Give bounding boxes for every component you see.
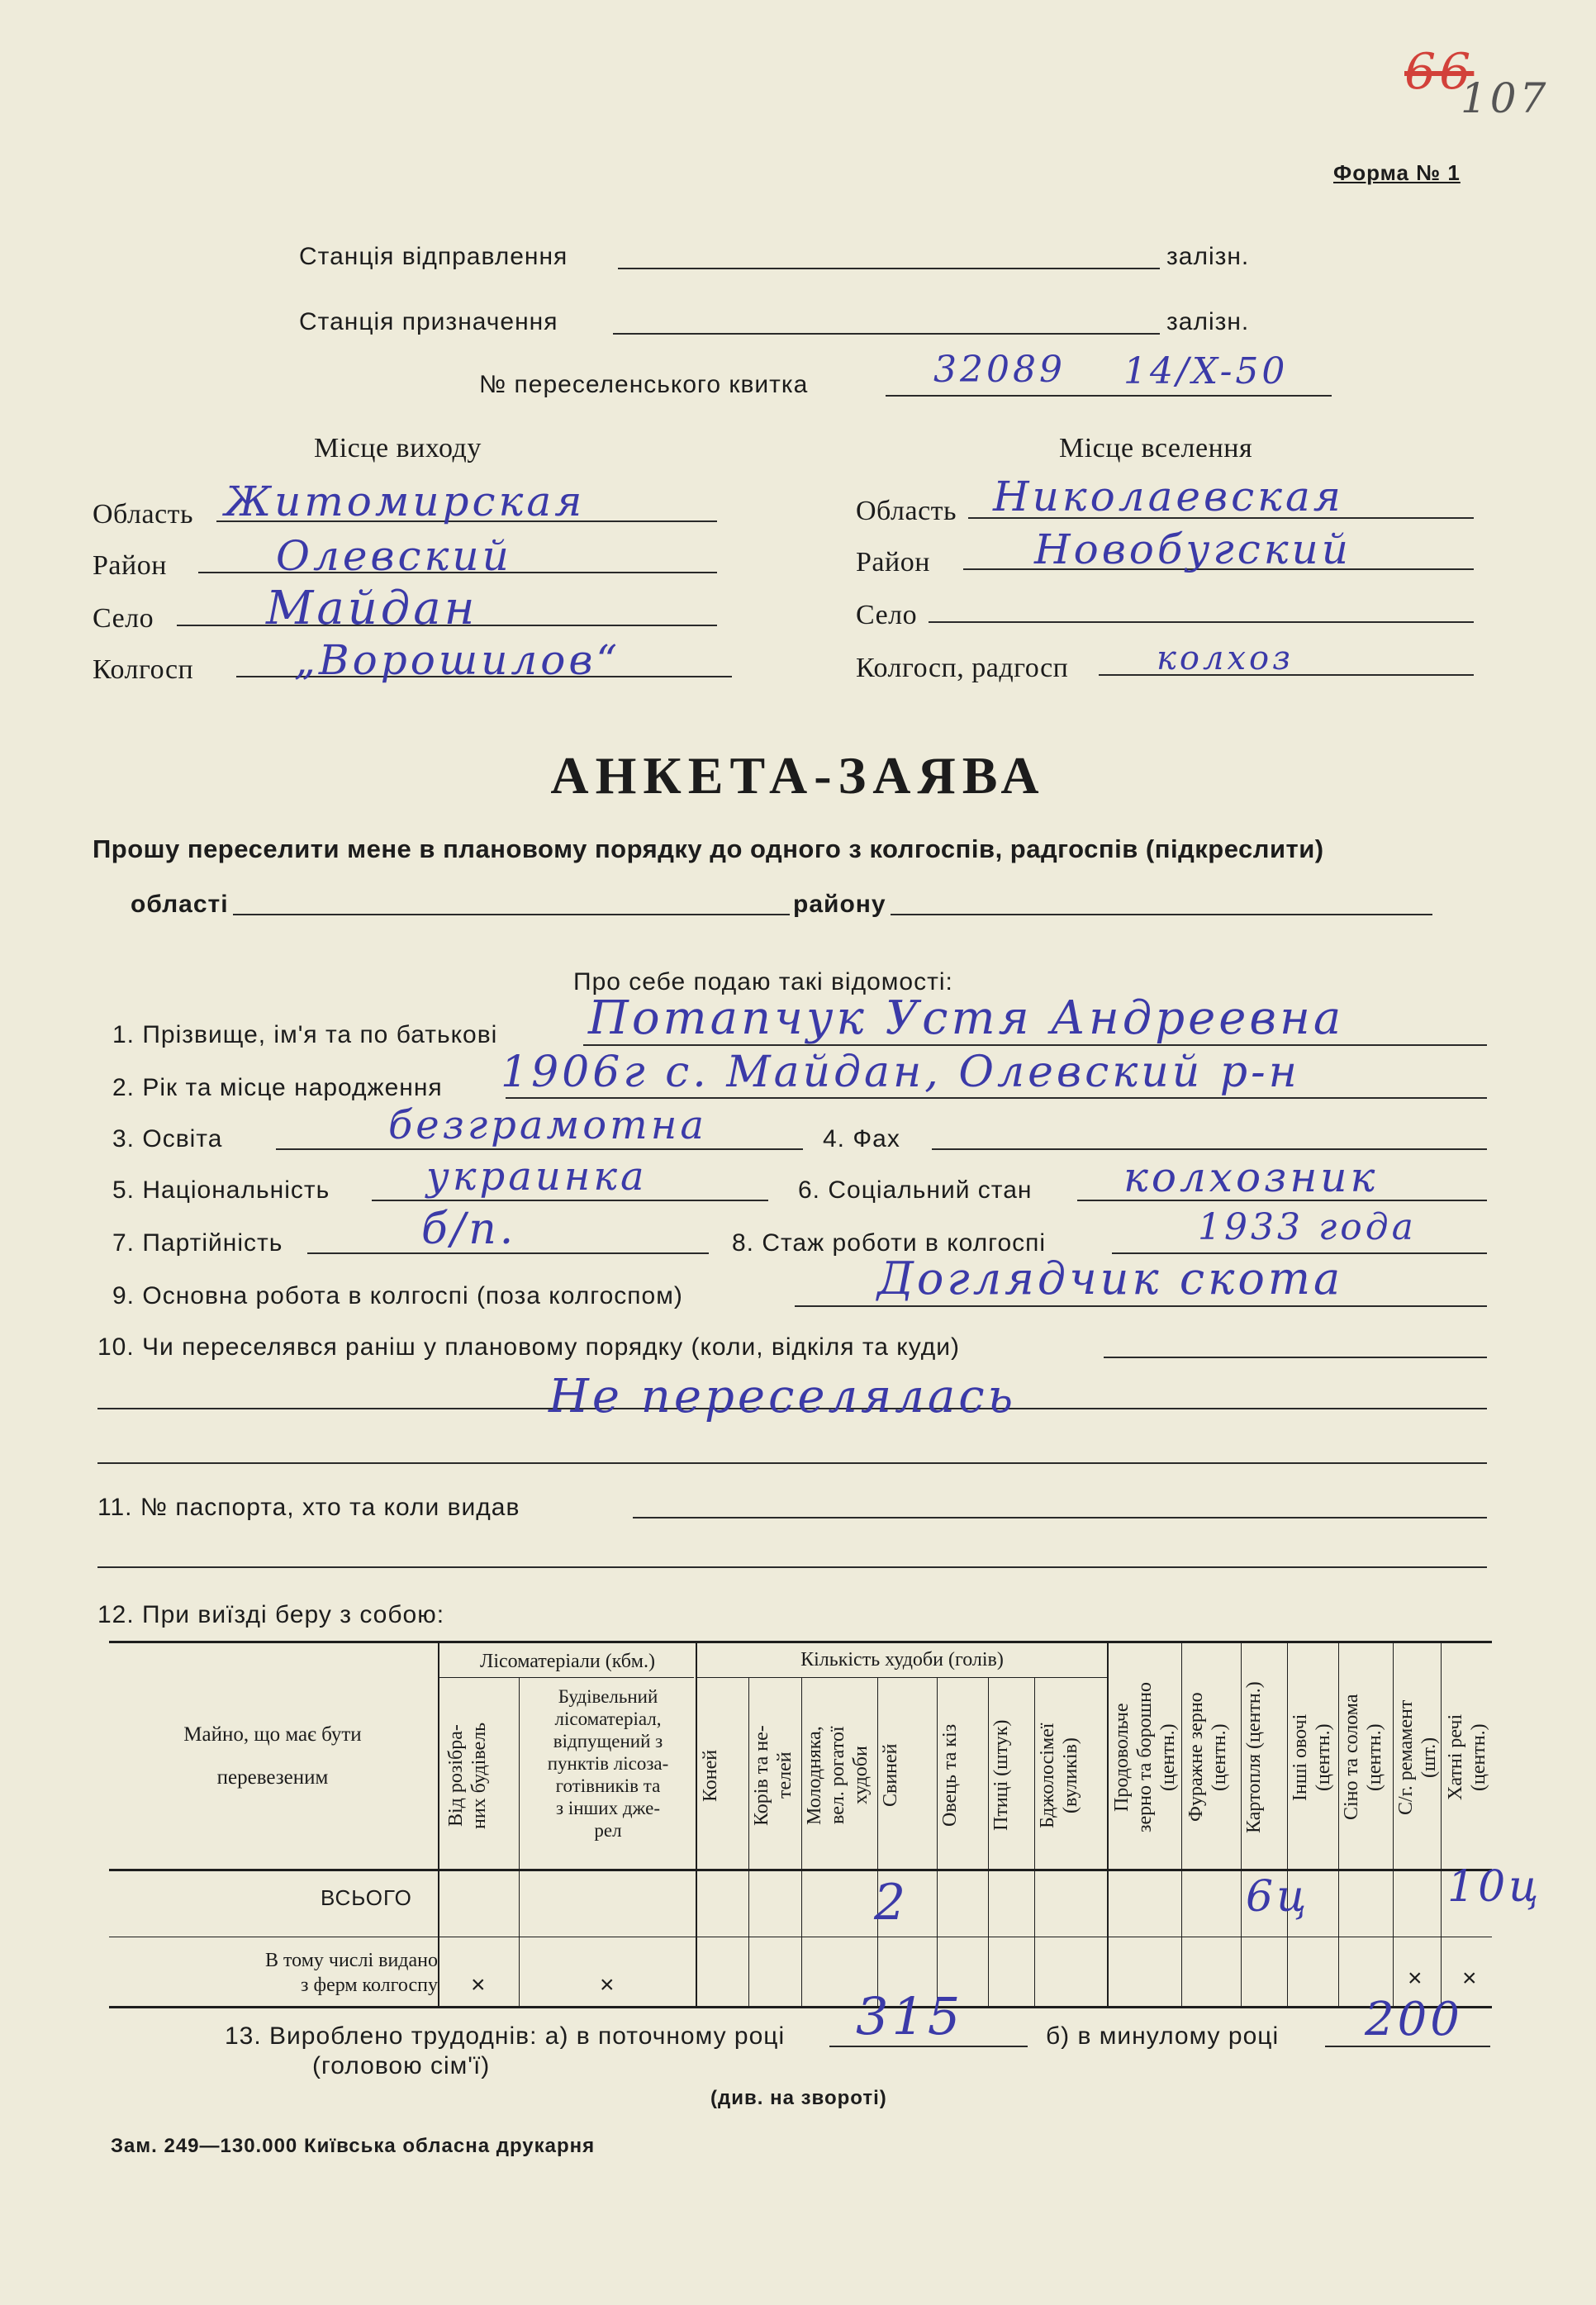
total-pigs: 2 <box>874 1874 910 1932</box>
destination-oblast-label: Область <box>856 496 957 526</box>
q9-label: 9. Основна робота в колгоспі (поза колгоспом) <box>112 1282 683 1309</box>
destination-raion-label: Район <box>856 547 930 577</box>
q10-answer: Не переселялась <box>549 1370 1017 1423</box>
q2-label: 2. Рік та місце народження <box>112 1074 443 1101</box>
folio-number: 107 <box>1461 74 1550 122</box>
origin-oblast-label: Область <box>93 499 194 530</box>
q13-prev-label: б) в минулому році <box>1046 2022 1280 2050</box>
oblasti-label: області <box>131 891 229 918</box>
cross-agri-inventory: × <box>1408 1965 1423 1992</box>
destination-kolhosp-label: Колгосп, радгосп <box>856 653 1069 683</box>
q12-label: 12. При виїзді беру з собою: <box>97 1601 445 1628</box>
form-number: Форма № 1 <box>1333 160 1461 185</box>
origin-heading: Місце виходу <box>314 433 482 463</box>
printer-imprint: Зам. 249—130.000 Київська обласна друкарня <box>111 2135 596 2157</box>
q3-answer: безграмотна <box>388 1102 707 1148</box>
request-line: Прошу переселити мене в плановому порядку до одного з колгоспів, радгоспів (підкреслити) <box>93 834 1324 863</box>
col-dismantled: Від розібра- них будівель <box>445 1722 490 1829</box>
origin-selo-value: Майдан <box>266 582 478 635</box>
col-building-timber: Будівельний лісоматеріал, відпущений з пунктів лісоза- готівників та з інших дже- рел <box>547 1686 669 1841</box>
origin-kolhosp-label: Колгосп <box>93 654 194 685</box>
q8-answer: 1933 года <box>1198 1206 1417 1248</box>
destination-raion-value: Новобугский <box>1034 525 1351 573</box>
col-hay: Сіно та солома (центн.) <box>1341 1694 1385 1821</box>
q6-answer: колхозник <box>1123 1153 1379 1201</box>
q10-label: 10. Чи переселявся раніш у плановому порядку (коли, відкіля та куди) <box>97 1333 961 1361</box>
form-title: АНКЕТА-ЗАЯВА <box>550 746 1046 805</box>
col-cows: Корів та не- телей <box>751 1725 796 1826</box>
origin-oblast-value: Житомирская <box>225 478 586 525</box>
intro-line: Про себе подаю такі відомості: <box>573 968 953 996</box>
origin-raion-label: Район <box>93 550 167 581</box>
total-household: 10ц <box>1447 1862 1542 1912</box>
q1-label: 1. Прізвище, ім'я та по батькові <box>112 1021 498 1048</box>
col-fodder: Фуражне зерно (центн.) <box>1185 1692 1230 1823</box>
destination-railway-label: залізн. <box>1166 308 1250 335</box>
q7-label: 7. Партійність <box>112 1229 283 1257</box>
row-total-label: ВСЬОГО <box>321 1885 412 1910</box>
q3-label: 3. Освіта <box>112 1125 223 1152</box>
col-bees: Бджолосімеї (вуликів) <box>1037 1723 1081 1828</box>
col-grain: Продовольче зерно та борошно (центн.) <box>1111 1682 1179 1832</box>
q13-label: 13. Вироблено трудоднів: а) в поточному році <box>225 2022 786 2050</box>
col-agri-inventory: С/г. ремамент (шт.) <box>1395 1699 1440 1815</box>
q9-answer: Доглядчик скота <box>877 1252 1344 1305</box>
timber-group-header: Лісоматеріали (кбм.) <box>480 1651 655 1672</box>
destination-selo-label: Село <box>856 600 918 630</box>
col-birds: Птиці (штук) <box>990 1719 1012 1832</box>
q1-answer: Потапчук Устя Андреевна <box>588 991 1345 1045</box>
q13-prev-value: 200 <box>1365 1993 1463 2046</box>
destination-oblast-value: Николаевская <box>993 473 1344 520</box>
col-horses: Коней <box>700 1749 721 1802</box>
origin-kolhosp-value: „Ворошилов“ <box>294 636 621 684</box>
q13-sub: (головою сім'ї) <box>312 2052 491 2079</box>
col-sheep: Овець та кіз <box>939 1723 961 1827</box>
departure-railway-label: залізн. <box>1166 243 1250 270</box>
q6-label: 6. Соціальний стан <box>798 1176 1033 1204</box>
destination-station-label: Станція призначення <box>299 308 558 335</box>
q4-label: 4. Фах <box>823 1125 900 1152</box>
col-vegetables: Інші овочі (центн.) <box>1290 1713 1334 1801</box>
destination-kolhosp-value: колхоз <box>1157 639 1294 677</box>
ticket-date: 14/X-50 <box>1123 350 1289 392</box>
origin-raion-value: Олевский <box>276 532 512 580</box>
q5-answer: украинка <box>426 1153 648 1200</box>
departure-station-label: Станція відправлення <box>299 243 568 270</box>
property-header: Майно, що має бути перевезеним <box>183 1723 362 1789</box>
q2-answer: 1906г с. Майдан, Олевский р-н <box>501 1048 1300 1097</box>
col-household: Хатні речі (центн.) <box>1445 1713 1489 1801</box>
col-young-cattle: Молодняка, вел. рогатої худоби <box>804 1726 872 1825</box>
col-potatoes: Картопля (центн.) <box>1243 1681 1265 1833</box>
total-potatoes: 6ц <box>1246 1872 1310 1922</box>
destination-heading: Місце вселення <box>1059 433 1253 463</box>
livestock-group-header: Кількість худоби (голів) <box>800 1649 1004 1671</box>
q8-label: 8. Стаж роботи в колгоспі <box>732 1229 1047 1257</box>
origin-selo-label: Село <box>93 603 154 634</box>
ticket-label: № переселенського квитка <box>479 371 809 398</box>
q13-current-value: 315 <box>856 1986 964 2046</box>
q11-label: 11. № паспорта, хто та коли видав <box>97 1494 520 1521</box>
cross-household: × <box>1462 1965 1478 1992</box>
see-back-note: (див. на звороті) <box>710 2087 887 2109</box>
row-farm-label: В тому числі видано з ферм колгоспу <box>264 1950 438 1996</box>
col-pigs: Свиней <box>880 1743 901 1808</box>
raionu-label: району <box>793 891 886 918</box>
cross-dismantled: × <box>471 1971 487 1998</box>
q7-answer: б/п. <box>421 1205 517 1254</box>
cross-building-timber: × <box>600 1971 615 1998</box>
ticket-number: 32089 <box>933 349 1066 391</box>
folio-original: 66 <box>1404 43 1475 101</box>
q5-label: 5. Національність <box>112 1176 330 1204</box>
